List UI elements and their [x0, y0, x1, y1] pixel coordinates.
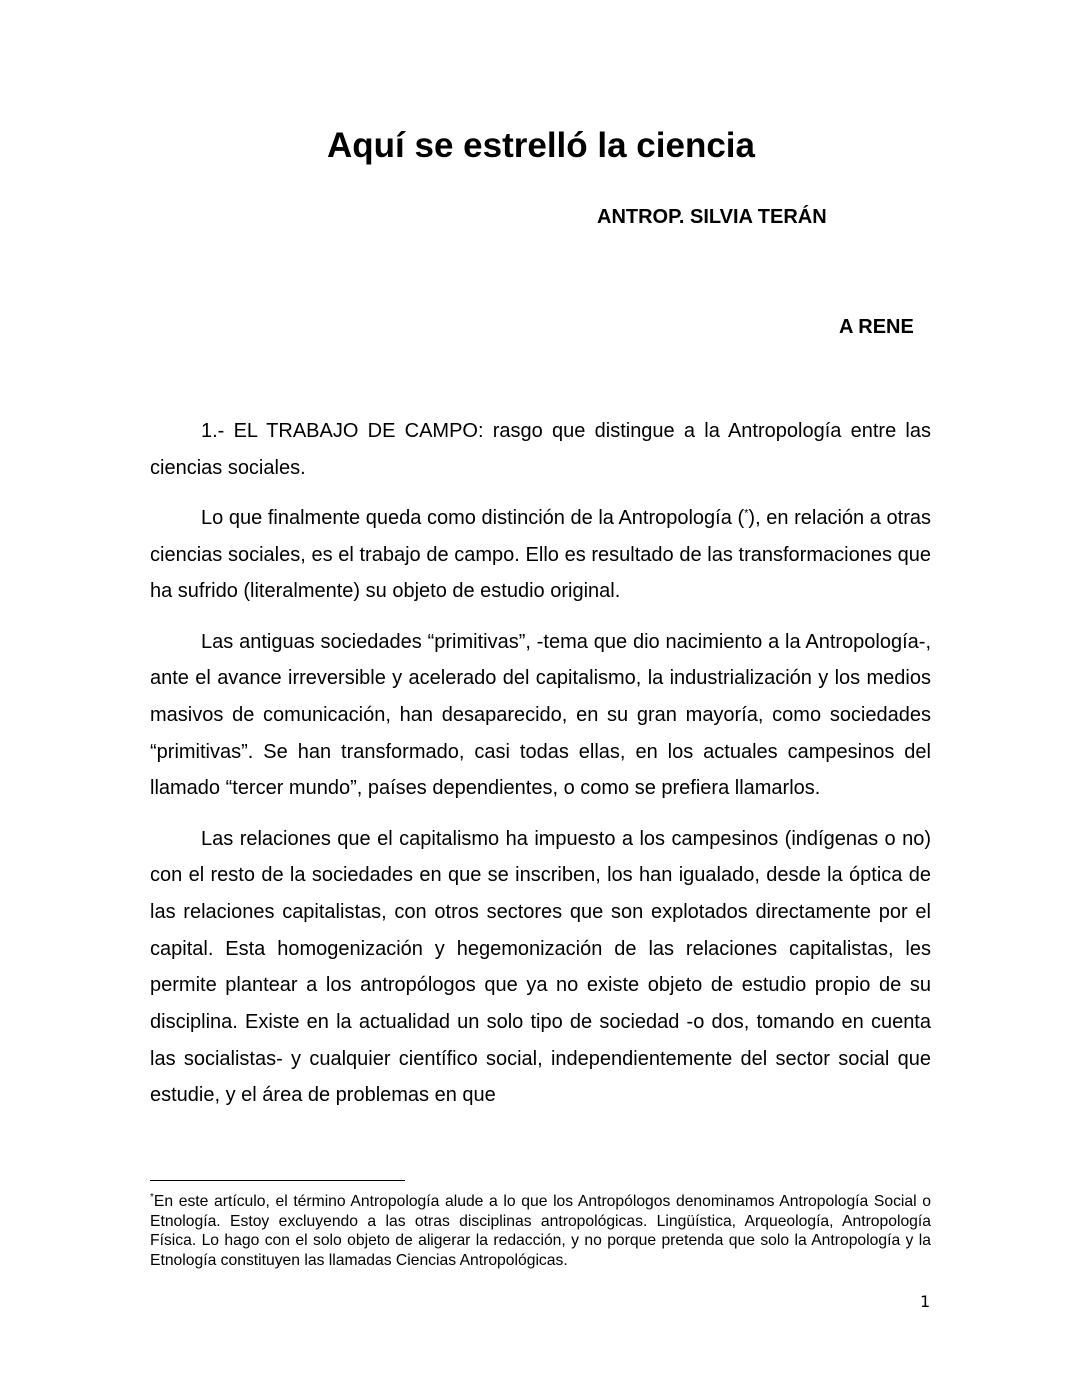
paragraph: 1.- EL TRABAJO DE CAMPO: rasgo que distingue a la Antropología entre las ciencias sociales. [150, 420, 931, 479]
page-number: 1 [920, 1292, 931, 1311]
author-line: ANTROP. SILVIA TERÁN [597, 206, 827, 228]
paragraph: Las antiguas sociedades “primitivas”, -tema que dio nacimiento a la Antropología-, ante el avance irreversible y acelerado del capitalismo, la industrialización y los medios masivos de comunicación, han desaparecido, en su gran mayoría, como sociedades “primitivas”. Se han transformado, casi todas ellas, en los actuales campesinos del llamado “tercer mundo”, países dependientes, o como se prefiera llamarlos. [150, 630, 931, 800]
footnote-text: En este artículo, el término Antropología alude a lo que los Antropólogos denominamos Antropología Social o Etnología. Estoy excluyendo a las otras disciplinas antropológicas. Lingüística, Arqueología, Antropología Física. Lo hago con el solo objeto de aligerar la redacción, y no porque pretenda que solo la Antropología y la Etnología constituyen las llamadas Ciencias Antropológicas. [150, 1193, 931, 1269]
footnote-marker: * [150, 1191, 154, 1203]
paragraph [150, 500, 931, 610]
footnote [150, 1192, 931, 1270]
paragraph-text: ), en relación a otras ciencias sociales, es el trabajo de campo. Ello es resultado de las transformaciones que ha sufrido (literalmente) su objeto de estudio original. [150, 506, 931, 603]
footnote-reference: * [744, 507, 749, 520]
dedication-line: A RENE [839, 316, 914, 338]
paragraph-text: Lo que finalmente queda como distinción de la Antropología ( [201, 506, 745, 529]
paragraph: Las relaciones que el capitalismo ha impuesto a los campesinos (indígenas o no) con el resto de la sociedades en que se inscriben, los han igualado, desde la óptica de las relaciones capitalistas, con otros sectores que son explotados directamente por el capital. Esta homogenización y hegemonización de las relaciones capitalistas, les permite plantear a los antropólogos que ya no existe objeto de estudio propio de su disciplina. Existe en la actualidad un solo tipo de sociedad -o dos, tomando en cuenta las socialistas- y cualquier científico social, independientemente del sector social que estudie, y el área de problemas en que [150, 827, 931, 1107]
document-title: Aquí se estrelló la ciencia [327, 126, 755, 165]
body-text [150, 413, 931, 1128]
footnote-separator [150, 1180, 405, 1181]
